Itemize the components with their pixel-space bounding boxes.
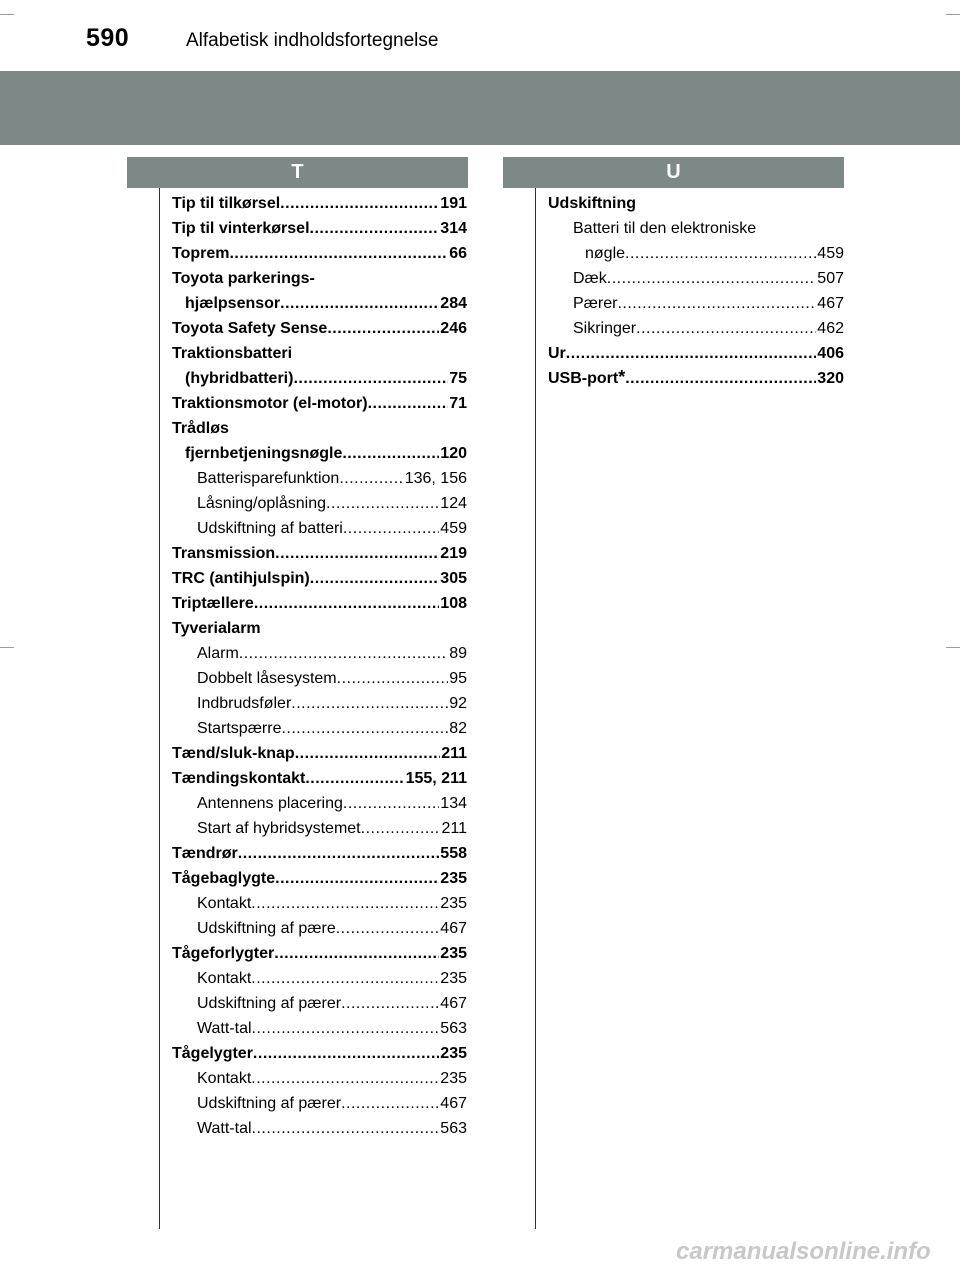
- entry-label: Udskiftning af pære: [197, 920, 336, 937]
- index-entry: [172, 491, 467, 516]
- dot-leader: [339, 466, 403, 491]
- entry-label: Udskiftning af pærer: [197, 1095, 342, 1112]
- index-entry: [172, 216, 467, 241]
- entry-label: Watt-tal: [197, 1120, 252, 1137]
- entry-page-ref: 235: [440, 895, 467, 912]
- entry-page-ref: 563: [440, 1120, 467, 1137]
- entry-label: Startspærre: [197, 720, 282, 737]
- entry-label: Traktionsmotor (el-motor): [172, 395, 368, 412]
- dot-leader: [291, 691, 448, 716]
- entry-label: TRC (antihjulspin): [172, 570, 310, 587]
- dot-leader: [341, 991, 439, 1016]
- entry-label: Toprem: [172, 245, 230, 262]
- dot-leader: [252, 1016, 440, 1041]
- index-entry: [172, 1066, 467, 1091]
- entry-page-ref: 211: [441, 745, 467, 762]
- entry-label: Tågeforlygter: [172, 945, 275, 962]
- index-entry: [172, 816, 467, 841]
- entry-label: Traktionsbatteri: [172, 345, 293, 362]
- index-entry: [172, 516, 467, 541]
- dot-leader: [275, 866, 439, 891]
- dot-leader: [337, 666, 449, 691]
- entry-page-ref: 124: [440, 495, 467, 512]
- index-entry: [548, 241, 844, 266]
- dot-leader: [326, 491, 439, 516]
- entry-label: Tip til tilkørsel: [172, 195, 281, 212]
- dot-leader: [343, 516, 439, 541]
- dot-leader: [280, 191, 439, 216]
- entry-page-ref: 95: [449, 670, 467, 687]
- entry-label: Tænd/sluk-knap: [172, 745, 295, 762]
- index-entry: [172, 266, 467, 291]
- index-entry: [548, 266, 844, 291]
- entry-page-ref: 235: [440, 970, 467, 987]
- index-entry: [172, 291, 467, 316]
- entry-label: Tip til vinterkørsel: [172, 220, 310, 237]
- entry-label: hjælpsensor: [185, 295, 281, 312]
- index-entry: [172, 766, 467, 791]
- entry-page-ref: 235: [440, 1045, 467, 1062]
- dot-leader: [336, 916, 440, 941]
- section-header-u: U: [503, 157, 844, 188]
- index-entry: [172, 466, 467, 491]
- dot-leader: [566, 341, 817, 366]
- entry-page-ref: 120: [440, 445, 467, 462]
- index-column-u: [548, 191, 844, 391]
- index-entry: [172, 1041, 467, 1066]
- dot-leader: [636, 316, 816, 341]
- entry-label: Trådløs: [172, 420, 229, 437]
- entry-page-ref: 136, 156: [404, 470, 467, 487]
- index-entry: [172, 541, 467, 566]
- entry-page-ref: 134: [440, 795, 467, 812]
- entry-label: Kontakt: [197, 1070, 252, 1087]
- crop-mark: [0, 647, 14, 648]
- entry-label: (hybridbatteri): [185, 370, 294, 387]
- entry-label: Kontakt: [197, 895, 252, 912]
- entry-page-ref: 467: [440, 1095, 467, 1112]
- header-band: [0, 71, 960, 145]
- index-entry: [172, 591, 467, 616]
- dot-leader: [295, 741, 441, 766]
- index-entry: [172, 941, 467, 966]
- dot-leader: [342, 441, 439, 466]
- entry-label: Watt-tal: [197, 1020, 252, 1037]
- index-entry: [172, 1091, 467, 1116]
- entry-label: Antennens placering: [197, 795, 343, 812]
- index-entry: [172, 891, 467, 916]
- crop-mark: [946, 14, 960, 15]
- entry-label: Udskiftning af pærer: [197, 995, 342, 1012]
- index-entry: [172, 241, 467, 266]
- entry-label: Udskiftning af batteri: [197, 520, 343, 537]
- dot-leader: [281, 716, 448, 741]
- index-entry: [172, 841, 467, 866]
- entry-label: Toyota Safety Sense: [172, 320, 328, 337]
- entry-label: Toyota parkerings-: [172, 270, 315, 287]
- dot-leader: [310, 216, 440, 241]
- index-entry: [172, 691, 467, 716]
- entry-label: Tågebaglygte: [172, 870, 276, 887]
- entry-label: Ur: [548, 345, 566, 362]
- entry-page-ref: 108: [440, 595, 467, 612]
- entry-page-ref: 235: [440, 945, 467, 962]
- dot-leader: [229, 241, 448, 266]
- entry-label: Batteri til den elektroniske: [573, 220, 757, 237]
- index-entry: [548, 291, 844, 316]
- index-entry: [172, 641, 467, 666]
- entry-label: Dobbelt låsesystem: [197, 670, 337, 687]
- index-entry: [172, 341, 467, 366]
- entry-page-ref: 459: [440, 520, 467, 537]
- index-entry: [172, 916, 467, 941]
- entry-label: Kontakt: [197, 970, 252, 987]
- entry-page-ref: 467: [440, 920, 467, 937]
- crop-mark: [946, 647, 960, 648]
- entry-label: Indbrudsføler: [197, 695, 292, 712]
- index-entry: [172, 1116, 467, 1141]
- dot-leader: [251, 966, 439, 991]
- entry-page-ref: 75: [449, 370, 467, 387]
- index-entry: [172, 191, 467, 216]
- index-entry: [548, 191, 844, 216]
- dot-leader: [625, 241, 816, 266]
- entry-page-ref: 66: [449, 245, 467, 262]
- dot-leader: [280, 291, 439, 316]
- dot-leader: [310, 566, 440, 591]
- entry-label: nøgle: [585, 245, 626, 262]
- entry-page-ref: 563: [440, 1020, 467, 1037]
- entry-label: Start af hybridsystemet: [197, 820, 361, 837]
- entry-page-ref: 219: [440, 545, 467, 562]
- entry-label: Pærer: [573, 295, 618, 312]
- index-entry: [172, 791, 467, 816]
- index-column-t: [172, 191, 467, 1141]
- page-title: Alfabetisk indholdsfortegnelse: [186, 30, 439, 51]
- entry-label: Dæk: [573, 270, 607, 287]
- entry-label: Tyverialarm: [172, 620, 261, 637]
- entry-label: Triptællere: [172, 595, 254, 612]
- page-number: 590: [86, 24, 130, 52]
- entry-label: Tågelygter: [172, 1045, 253, 1062]
- entry-label: Udskiftning: [548, 195, 636, 212]
- index-entry: [172, 1016, 467, 1041]
- entry-page-ref: 459: [817, 245, 844, 262]
- index-entry: [172, 441, 467, 466]
- entry-page-ref: 235: [440, 1070, 467, 1087]
- entry-label: Tændrør: [172, 845, 238, 862]
- entry-page-ref: 305: [440, 570, 467, 587]
- dot-leader: [251, 1066, 439, 1091]
- index-entry: [172, 741, 467, 766]
- dot-leader: [343, 791, 439, 816]
- entry-page-ref: 246: [440, 320, 467, 337]
- entry-page-ref: 462: [817, 320, 844, 337]
- index-entry: [172, 391, 467, 416]
- entry-page-ref: 89: [449, 645, 467, 662]
- entry-page-ref: 155, 211: [405, 770, 467, 787]
- entry-page-ref: 235: [440, 870, 467, 887]
- entry-page-ref: 284: [440, 295, 467, 312]
- entry-page-ref: 406: [817, 345, 844, 362]
- dot-leader: [327, 316, 439, 341]
- page-header: [0, 0, 960, 70]
- entry-label: Låsning/oplåsning: [197, 495, 326, 512]
- index-entry: [172, 316, 467, 341]
- dot-leader: [274, 941, 439, 966]
- entry-page-ref: 467: [440, 995, 467, 1012]
- dot-leader: [252, 1116, 440, 1141]
- dot-leader: [293, 366, 448, 391]
- entry-label: USB-port: [548, 370, 619, 387]
- index-entry: [172, 566, 467, 591]
- dot-leader: [341, 1091, 439, 1116]
- index-entry: [172, 416, 467, 441]
- index-entry: [172, 366, 467, 391]
- dot-leader: [607, 266, 817, 291]
- entry-page-ref: 467: [817, 295, 844, 312]
- column-divider: [159, 188, 160, 1229]
- dot-leader: [254, 591, 439, 616]
- dot-leader: [361, 816, 441, 841]
- dot-leader: [239, 641, 448, 666]
- entry-page-ref: 71: [449, 395, 467, 412]
- index-entry: [172, 616, 467, 641]
- watermark: carmanualsonline.info: [676, 1238, 931, 1265]
- entry-label: Transmission: [172, 545, 276, 562]
- crop-mark: [0, 14, 14, 15]
- dot-leader: [238, 841, 440, 866]
- index-entry: [548, 216, 844, 241]
- dot-leader: [305, 766, 404, 791]
- dot-leader: [251, 891, 439, 916]
- entry-page-ref: 314: [440, 220, 467, 237]
- entry-page-ref: 558: [440, 845, 467, 862]
- column-divider: [535, 188, 536, 1229]
- dot-leader: [368, 391, 449, 416]
- dot-leader: [625, 366, 816, 391]
- entry-label: fjernbetjeningsnøgle: [185, 445, 343, 462]
- index-entry: [172, 991, 467, 1016]
- entry-page-ref: 82: [449, 720, 467, 737]
- dot-leader: [275, 541, 439, 566]
- dot-leader: [617, 291, 816, 316]
- dot-leader: [253, 1041, 439, 1066]
- entry-label: Alarm: [197, 645, 239, 662]
- entry-label: Batterisparefunktion: [197, 470, 340, 487]
- index-entry: [172, 966, 467, 991]
- index-entry: [172, 716, 467, 741]
- index-entry: [548, 341, 844, 366]
- index-entry: [172, 866, 467, 891]
- entry-page-ref: 507: [817, 270, 844, 287]
- entry-page-ref: 211: [441, 820, 467, 837]
- section-header-t: T: [127, 157, 468, 188]
- index-entry: USB-port * ..... 320: [548, 366, 844, 391]
- entry-page-ref: 191: [440, 195, 467, 212]
- index-entry: [172, 666, 467, 691]
- entry-label: Sikringer: [573, 320, 637, 337]
- entry-label: Tændingskontakt: [172, 770, 306, 787]
- entry-page-ref: 92: [449, 695, 467, 712]
- entry-page-ref: 320: [817, 370, 844, 387]
- index-entry: [548, 316, 844, 341]
